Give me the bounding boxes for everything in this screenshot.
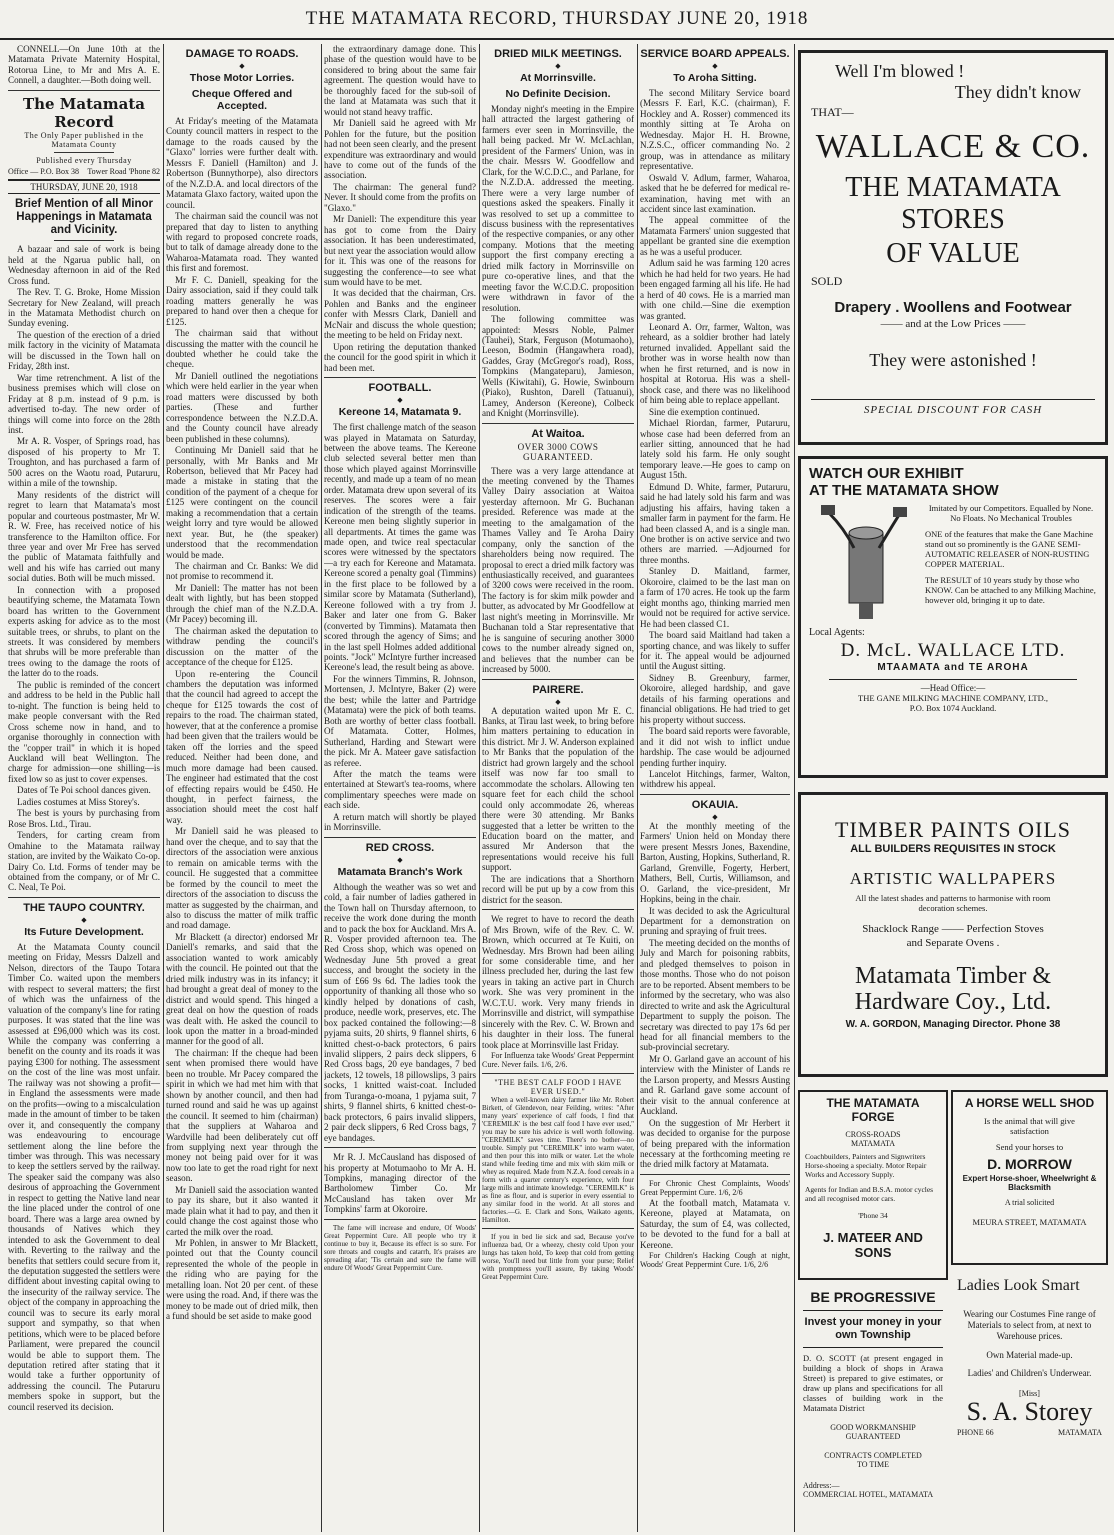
ad-line: Hardware Coy., Ltd. — [854, 989, 1052, 1015]
article-subheading: Its Future Development. — [24, 925, 144, 938]
article-heading: RED CROSS. — [365, 841, 435, 854]
article-paragraph: The question of the erection of a dried milk factory in the vicinity of Matamata will be discussed in the Town hall on Friday, 28th inst. — [8, 329, 160, 372]
storey-ad — [951, 1272, 1108, 1530]
article-paragraph: The chairman said that without discussing the matter with the council he doubted whether he could take the cheque. — [166, 328, 318, 370]
article-heading: DRIED MILK MEETINGS. — [494, 48, 622, 60]
ad-line: D. O. SCOTT (at present engaged in building a block of shops in Arawa Street) is prepared to give estimates, or draw up plans and specifications for all classes of building work in the Matamata District — [803, 1353, 943, 1413]
column-rule — [321, 44, 322, 1532]
ad-line: MTAAMATA and TE AROHA — [877, 662, 1029, 673]
article-paragraph: War time retrenchment. A list of the business premises which will close on Friday at 8 p.m. instead of 9 p.m. is advertised to-day. The new order of things will come into force on the 28th inst. — [8, 372, 160, 435]
article-paragraph: Upon re-entering the Council chambers the deputation was informed that the council had agreed to accept the cheque for £125 towards the cost of repairs to the road. The chairman stated, however, that at the conference a promise had been given that the trailers would be taken off the lorries and the speed reduced. Neither had been done, and much more damage had been caused. The engineer had estimated that the cost of effecting repairs would be £450. He thought, in perfect fairness, the association should meet the cost half way. — [166, 668, 318, 825]
article-heading: SERVICE BOARD APPEALS. — [640, 48, 790, 60]
article-paragraph: At Friday's meeting of the Matamata County council matters in respect to the damage to the roads caused by the "Glaxo" lorries were further dealt with. Messrs F. Daniell (Hamilton) and J. Robertson (Bunnythorpe), also directors of the N.Z.D.A. and local directors of the Matamata Glaxo factory, waited upon the council. — [166, 116, 318, 210]
article-paragraph: The public is reminded of the concert and address to be held in the Public hall to-night. The function is being held to make people conversant with the Red Cross scheme now in hand, and to organise thoroughly in connection with the "copper trail" in which it is hoped Auckland will beat Wellington. The charge for admission—one shilling—is fixed low so as just to cover expenses. — [8, 679, 160, 784]
ad-line: BE PROGRESSIVE — [810, 1289, 936, 1305]
dateline: THURSDAY, JUNE 20, 1918 — [8, 179, 160, 194]
article-paragraph: Mr Pohlen, in answer to Mr Blackett, pointed out that the County council represented the whole of the people in the riding who are paying for the metalling loan. Not 20 per cent. of these were using the road. And, if there was the money to be made out of dried milk, then a fund should be set aside to make good — [166, 1238, 318, 1322]
gane-ad — [798, 456, 1108, 778]
article-paragraph: Continuing Mr Daniell said that he personally, with Mr Banks and Mr Robertson, believed that Mr Pacey had made a mistake in stating that the condition of the payment of a cheque for £125 were contingent on the council making a recommendation that a certain weight lorry and tyre would be allowed next year. But, he (the speaker) understood that the recommendation would be made. — [166, 445, 318, 560]
ceremilk-heading: "THE BEST CALF FOOD I HAVE EVER USED." — [494, 1078, 622, 1097]
article-paragraph: Mr Daniell said he agreed with Mr Pohlen for the future, but the position had not been seen clearly, and the present expenditure was extraordinary and would have to come out of the funds of the association. — [324, 118, 476, 181]
ad-line: The RESULT of 10 years study by those who KNOW. Can be attached to any Milking Machine, however old, bringing it up to date. — [925, 575, 1096, 605]
milking-machine-illustration — [809, 503, 919, 623]
article-paragraph: A bazaar and sale of work is being held at the Ngarua public hall, on Wednesday afternoon in aid of the Red Cross fund. — [8, 244, 160, 286]
article-paragraph: Mr F. C. Daniell, speaking for the Dairy association, said if they could talk roading matters generally he was prepared to hand over then a cheque for £125. — [166, 274, 318, 327]
masthead — [0, 0, 1114, 40]
scott-ad — [798, 1285, 948, 1530]
ad-line: Wearing our Costumes Fine range of Materials to select from, at next to Warehouse prices. — [963, 1309, 1096, 1341]
ad-line: P.O. Box 1074 Auckland. — [909, 703, 997, 713]
article-paragraph: The chairman asked the deputation to withdraw pending the council's discussion on the matter of the acceptance of the cheque for £125. — [166, 625, 318, 668]
ad-line: WATCH OUR EXHIBIT — [809, 465, 964, 482]
article-paragraph: A return match will shortly be played in Morrinsville. — [324, 811, 476, 833]
ad-line: D. McL. WALLACE LTD. — [840, 640, 1066, 661]
ad-line: SPECIAL DISCOUNT FOR CASH — [863, 404, 1043, 416]
article-heading: FOOTBALL. — [368, 382, 432, 395]
peppermint-verse: The fame will increase and endure, Of Woods' Great Peppermint Cure. All people who try it continue to buy it, Because its effect is so sure. For sore throats and coughs and catarrh, It's praises are spreading afar; 'Tis certain and sure the fame will endure Of Woods' Great Peppermint Cure. — [324, 1223, 476, 1272]
ad-line: CONTRACTS COMPLETED TO TIME — [824, 1451, 922, 1469]
ad-line: —— and at the Low Prices —— — [880, 318, 1026, 330]
article-paragraph: Mr R. J. McCausland has disposed of his property at Motumaoho to Mr A. H. Tompkins, managing director of the Bartholomew Timber Co. Mr McCausland has taken over Mr Tompkins' farm at Okoroire. — [324, 1152, 476, 1215]
article-paragraph: Although the weather was so wet and cold, a fair number of ladies gathered in the Town hall on Thursday afternoon, to receive the work done during the month and to pack the box for Auckland. Mrs A. R. Vosper provided afternoon tea. The Red Cross shop, which was opened on Wednesday June 5th proved a great success, and brought the society in the sum of £66 9s 6d. The ladies took the opportunity of thanking all those who so kindly helped by donations of cash, produce, needle work, preserves, etc. The box packed contained the following:—8 pyjama suits, 20 shirts, 9 flannel shirts, 6 knitted chest-o-back protectors, 6 pairs invalid slippers, 2 pairs deck slippers, 6 Red Cross bags, 20 eye bandages, 7 bed jackets, 12 towels, 18 pillowslips, 3 pairs socks, 1 knitted waist-coat. Included from Turanga-o-moana, 1 pyjama suit, 7 shirts, 9 flannel shirts, 6 knitted chest-o-back protectors, 6 pairs invalid slippers, 2 pair deck slippers, 6 Red Cross bags, 7 eye bandages. — [324, 881, 476, 1143]
ad-line: THE MATAMATA FORGE — [826, 1096, 920, 1124]
article-paragraph: The first challenge match of the season was played in Matamata on Saturday, between the above teams. The Kereone club selected several better men than those which played against Morrinsville recently, and made up a team of no mean order. Matamata drew upon several of its reserves. The scores were a fair indication of the strength of the teams. Kereone men being slightly superior in all departments. At times the game was made open, and twice real spectacular scores were witnessed by the spectators—a try each for Kereone and Matamata. Kereone scored a penalty goal (Timmins) in the first place to be followed by a similar score by Matamata (Sutherland), Kereone followed with a try from J. Baker and later one from G. Baker (converted by Timmins). Matamata then scored through the agency of Sims; and in the last spell Holmes added additional points. "Jock" McIntyre further increased Kereone's lead, the result being as above. — [324, 422, 476, 673]
ad-line: Local Agents: — [809, 627, 865, 638]
article-paragraph: The appeal committee of the Matamata Farmers' union suggested that appellant be granted sine die exemption as he was a useful producer. — [640, 215, 790, 257]
ad-line: D. MORROW — [987, 1156, 1072, 1172]
horse-shod-ad — [951, 1090, 1108, 1265]
ad-line: and Separate Ovens . — [906, 937, 1000, 949]
article-paragraph: After the match the teams were entertained at Stewart's tea-rooms, where complimentary speeches were made on each side. — [324, 769, 476, 811]
article-paragraph: Mr Daniell said he was pleased to hand over the cheque, and to say that the directors of the association were anxious to remain on amicable terms with the council. He suggested that a committee be formed by the council to meet the directors of the association to discuss the matter as suggested by the chairman, and also to discuss the matter of milk traffic and road damage. — [166, 826, 318, 931]
ad-line: A trial solicited — [1004, 1198, 1055, 1207]
article-paragraph: Mr O. Garland gave an account of his interview with the Minister of Lands re the Larson property, and Messrs Austing and R. Garland gave some account of their visit to the annual conference at Auckland. — [640, 1053, 790, 1117]
article-paragraph: We regret to have to record the death of Mrs Brown, wife of the Rev. C. W. Brown, which occurred at Te Kuiti, on Wednesday. Mrs Brown had been ailing for some considerable time, and her illness precluded her, during the last few years in taking an active part in Church work. She was very prominent in the W.C.T.U. work. Very many friends in Morrinsville and district, will sympathise sincerely with the Rev. C. W. Brown and his daughter in their loss. The funeral took place at Morrinsville last Friday. — [482, 914, 634, 1050]
paper-sub: The Only Paper published in the Matamata County — [24, 130, 144, 149]
ad-line: All the latest shades and patterns to harmonise with room decoration schemes. — [855, 893, 1051, 913]
column-1: CONNELL—On June 10th at the Matamata Private Maternity Hospital, Rotorua Line, to Mr and Mrs A. E. Connell, a daughter.—Both doing well. The Matamata Record The Only Paper published in the Matamata County Published every Thursday Office — P.O. Box 38 Tower Road 'Phone 82 THURSDAY, JUNE 20, 1918 Brief Mention of all Minor Happenings in Matamata and Vicinity. A bazaar and sale of work is being held at the Ngarua public hall, on Wednesday afternoon in aid of the Red Cross fund. The Rev. T. G. Broke, Home Mission Secretary for New Zealand, will preach in the Matamata Methodist church on Sunday evening. The question of the erection of a dried milk factory in the vicinity of Matamata will be discussed in the Town hall on Friday, 28th inst. War time retrenchment. A list of the business premises which will close on Friday at 8 p.m. instead of 9 p.m. is advertised to-day. The new order of things will come into force on the 28th inst. Mr A. R. Vosper, of Springs road, has disposed of his property to Mr T. Troughton, and has purchased a farm of 500 acres on the Waotu road, Putaruru, within a mile of the township. Many residents of the district will regret to learn that Matamata's most popular and courteous postmaster, Mr W. R. W. Free, has received notice of his transference to the Hamilton office. For three year and over Mr Free has served the public of Matamata faithfully and well and his wife has carried out many social duties. Both will be much missed. In connection with a proposed beautifying scheme, the Matamata Town board has written to the Government experts asking for advice as to the most suitable trees, or shrubs, to plant on the streets. It was considered by members that shrubs will be more preferable than trees owing to the damage the roots of the latter do to the roads. The public is reminded of the concert and address to be held in the Public hall to-night. The function is being held to make people conversant with the Red Cross scheme now in hand, and to organise thoroughly in connection with the "copper trail" in which it is hoped Auckland will beat Wellington. The charge for admission—one shilling—is fixed low so as just to cover expenses. Dates of Te Poi school dances given. Ladies costumes at Miss Storey's. The best is yours by purchasing from Rose Bros. Ltd., Tirau. Tenders, for carting cream from Omahine to the Matamata railway station, are invited by the Waikato Co-op. Dairy Co. Ltd. Forms of tender may be obtained from the company, or of Mr C. C. Neal, Te Poi. THE TAUPO COUNTRY. ◆ Its Future Development. At the Matamata County council meeting on Friday, Messrs Dalzell and Nelson, directors of the Taupo Totara Timber Co. waited upon the members with respect to several matters; the first of which was the unfairness of the valuation of the company's line for rating purposes. It was stated that the line was assessed at £96,000 which was its cost. While the company was conferring a benefit on the county and its roads it was paying £300 for nothing. The assessment on the cost of the line was most unfair. The railway was not showing a profit—in England the assessments were made on the profits—owing to a miscalculation made in the amount of timber to be taken over it, and consequently the company was endeavouring to encourage settlement along the line before the timber was through. This was necessary to keep the settlers served by the railway. The speaker said the company was also desirous of approaching the Government in respect to getting the Native land near the line placed under the control of one board. There was a large area owned by thousands of Natives which they intended to ask the Government to deal with. Reverting to the railway and the benefits that settlers could secure from it, the deputation suggested the settlers were diffident about investing capital owing to the insecurity of the railway service. The object of the company in approaching the council was to secure its early moral support and sympathy, so that when petitions, which were to be placed before Parliament, were prepared the council would be able to support them. The deputation retired after stating that it would take a further opportunity of addressing the council. The Putaruru members spoke in support, but the council reserved its decision. — [8, 44, 160, 1412]
article-heading: THE TAUPO COUNTRY. — [23, 901, 145, 914]
column-4: DRIED MILK MEETINGS. ◆ At Morrinsville. No Definite Decision. Monday night's meeting in the Empire hall attracted the largest gathering of farmers ever seen in Morrinsville, the hall being packed. Mr W. McLachlan, president of the Farmers' Union, was in the chair. Messrs W. Goodfellow and Clark, for the W.C.D.C., and Parlane, for the N.Z.D.A. addressed the meeting. There were a very large number of questions asked the speakers. Finally it was resolved to set up a committee to discuss business with the representatives of the respective companies, or any other company. Motions that the meeting support the first company erecting a dried milk factory in Morrinsville on pure co-operative lines, and that the meeting favor the W.C.D.C. proposition were withdrawn in favor of the resolution. The following committee was appointed: Messrs Noble, Palmer (Tauhei), Stark, Ferguson (Motumaoho), Leeson, Bodmin (Hangawhera road), Gaddes, Gray (McGregor's road), Ross, Tompkins (Mangateparu), Jamieson, Wells (Kiwitahi), G. Howie, Swinbourn (Piako), Rushton, Darell (Tatuanui), Lamey, Anderson (Kereone), Colbeck and Knight (Morrinsville). At Waitoa. OVER 3000 COWS GUARANTEED. There was a very large attendance at the meeting convened by the Thames Valley Dairy association at Waitoa yesterday afternoon. Mr G. Buchanan presided. Reference was made at the meeting to the amalgamation of the Thames Valley and Te Aroha Dairy company, only the sanction of the shareholders being now required. The proposal to erect a dried milk factory was enthusiastically received, and guarantees of 3200 cows were received in the room. The factory is for skim milk powder and butter, as advocated by Mr Goodfellow at last night's meeting in Morrinsville. Mr Buchanan told a Star representative that he is sanguine of securing another 3000 cows to the number already signed on, and believes that the number can be increased by 5000. PAIRERE. ◆ A deputation waited upon Mr E. C. Banks, at Tirau last week, to bring before him matters pertaining to education in this district. Mr J. W. Anderson explained to Mr Banks that the population of the district had grown largely and the school itself was now far too small to accommodate the scholars. Allowing ten square feet for each child the school could only accommodate 26, whereas there were 30 attending. Mr Banks suggested that a letter be written to the Education board on the matter, and assured Mr Anderson that the representations would receive his full support. The are indications that a Shorthorn record will be put up by a cow from this district for the season. We regret to have to record the death of Mrs Brown, wife of the Rev. C. W. Brown, which occurred at Te Kuiti, on Wednesday. Mrs Brown had been ailing for some considerable time, and her illness precluded her, during the last few years in taking an active part in Church work. She was very prominent in the W.C.T.U. work. Very many friends in Morrinsville and district, will sympathise sincerely with the Rev. C. W. Brown and his daughter in their loss. The funeral took place at Morrinsville last Friday. For Influenza take Woods' Great Peppermint Cure. Never fails. 1/6, 2/6. "THE BEST CALF FOOD I HAVE EVER USED." When a well-known dairy farmer like Mr. Robert Birkett, of Glendevon, near Feilding, writes: "After many years' experience of calf foods, I find that 'CEREMILK' is the best calf food I have ever used," you may be sure his advice is well worth following. "CEREMILK" saves time. There's no bother—no trouble. Simply put "CEREMILK" into warm water, and then pour this into milk or water. Let the whole stand while feeding time and mix with skim milk or whey as required. Made from N.Z.A. food cereals in a form with a quarter century's experience, with four large mills and intimate knowledge. "CEREMILK" is as fine as flour, and is superior in every essential to any similar food in the world. At all stores and factories.—G. E. Clark and Sons, Waikato agents, Hamilton. If you in bed lie sick and sad, Because you've influenza bad, Or a wheezy, chesty cold Upon your lungs has taken hold, To keep that cold from getting worse, You'll need but little from your purse; Relief with promptness you'll assure, By taking Woods' Great Peppermint Cure. — [482, 48, 634, 1282]
article-paragraph: Mr Daniell outlined the negotiations which were held earlier in the year when road matters were discussed by both parties. (These and further correspondence between the N.Z.D.A. and the County council have already been published in these columns). — [166, 370, 318, 444]
article-paragraph: Sidney B. Greenbury, farmer, Okoroire, alleged hardship, and gave details of his farming operations and financial obligations. He had tried to get his property without success. — [640, 672, 790, 725]
wallace-ad — [798, 50, 1108, 445]
article-subheading: Those Motor Lorries. — [189, 72, 295, 84]
masthead-title: THE MATAMATA RECORD, THURSDAY JUNE 20, 1918 — [305, 8, 809, 29]
article-paragraph: Lancelot Hitchings, farmer, Walton, withdrew his appeal. — [640, 769, 790, 790]
peppermint-notice: For Children's Hacking Cough at night, Woods' Great Peppermint Cure. 1/6, 2/6 — [640, 1251, 790, 1270]
ad-line: Coachbuilders, Painters and Signwriters Horse-shoeing a specialty. Motor Repair Works and Accessory Supply. — [805, 1152, 927, 1179]
section-heading: Brief Mention of all Minor Happenings in Matamata and Vicinity. — [15, 198, 153, 237]
article-paragraph: On the suggestion of Mr Herbert it was decided to organise for the purpose of being prepared with the information necessary at the forthcoming meeting re the dried milk factory at Matamata. — [640, 1117, 790, 1170]
ad-line: Ladies' and Children's Underwear. — [967, 1368, 1092, 1378]
ad-line: THE GANE MILKING MACHINE COMPANY, LTD., — [858, 693, 1048, 703]
ad-line: CROSS-ROADS MATAMATA — [845, 1130, 901, 1148]
article-subheading: No Definite Decision. — [505, 88, 611, 100]
ad-line: WALLACE & CO. — [815, 128, 1091, 165]
birth-notice: CONNELL—On June 10th at the Matamata Private Maternity Hospital, Rotorua Line, to Mr and Mrs A. E. Connell, a daughter.—Both doing well. — [8, 44, 160, 86]
article-paragraph: At the monthly meeting of the Farmers' Union held on Monday there were present Messrs Jones, Baxendine, Barton, Austing, Hopkins, Sutherland, R. Garland, Grenville, Fogerty, Herbert, Mathers, Bell, Curtis, Williamson, and O. Garland, the vice-president, Mr Hopkins, being in the chair. — [640, 820, 790, 905]
article-paragraph: The chairman said the council was not prepared that day to listen to anything with regard to proposed concrete roads, but to talk of damage already done to the Waharoa-Matamata road. They wanted this first and foremost. — [166, 211, 318, 274]
ad-line: OF VALUE — [886, 238, 1020, 269]
office-right: Tower Road 'Phone 82 — [87, 166, 160, 176]
article-paragraph: It was decided to ask the Agricultural Department for a demonstration on pruning and spraying of fruit trees. — [640, 905, 790, 937]
peppermint-verse: If you in bed lie sick and sad, Because you've influenza bad, Or a wheezy, chesty cold Upon your lungs has taken hold, To keep that cold from getting worse, You'll need but little from your purse; Relief with promptness you'll assure, By taking Woods' Great Peppermint Cure. — [482, 1233, 634, 1282]
article-paragraph: Mr A. R. Vosper, of Springs road, has disposed of his property to Mr T. Troughton, and has purchased a farm of 500 acres on the Waotu road, Putaruru, within a mile of the township. — [8, 436, 160, 489]
column-rule — [637, 44, 638, 1532]
article-paragraph: Leonard A. Orr, farmer, Walton, was reheard, as a soldier brother had lately returned invalided. Appellant said the brother was in worse health now than when he first returned, and is now in hospital at Rotorua. His was a shell-shock case, and there was no likelihood of him being able to replace appellant. — [640, 321, 790, 406]
article-paragraph: The chairman and Cr. Banks: We did not promise to recommend it. — [166, 561, 318, 582]
ad-line: AT THE MATAMATA SHOW — [809, 482, 999, 499]
article-paragraph: the extraordinary damage done. This phase of the question would have to be considered to bring about the same fair agreement. The question would have to be thoroughly faced for the sub-soil of the land at Matamata was such that it would not stand heavy traffic. — [324, 44, 476, 117]
article-paragraph: The following committee was appointed: Messrs Noble, Palmer (Tauhei), Stark, Ferguson (Motumaoho), Leeson, Bodmin (Hangawhera road), Gaddes, Gray (McGregor's road), Ross, Tompkins (Mangateparu), Jamieson, Wells (Kiwitahi), G. Howie, Swinbourn (Piako), Rushton, Darell (Tatuanui), Lamey, Anderson (Kereone), Colbeck and Knight (Morrinsville). — [482, 314, 634, 419]
article-paragraph: At the Matamata County council meeting on Friday, Messrs Dalzell and Nelson, directors of the Taupo Totara Timber Co. waited upon the members with respect to several matters; the first of which was the unfairness of the valuation of the company's line for rating purposes. It was stated that the line was assessed at £96,000 which was its cost. While the company was conferring a benefit on the county and its roads it was paying £300 for nothing. The assessment on the cost of the line was most unfair. The railway was not showing a profit—in England the assessments were made on the profits—owing to a miscalculation made in the amount of timber to be taken over it, and consequently the company was endeavouring to encourage settlement along the line before the timber was through. This was necessary to keep the settlers served by the railway. The speaker said the company was also desirous of approaching the Government in respect to getting the Native land near the line placed under the control of one board. There was a large area owned by thousands of Natives which they intended to ask the Government to deal with. Reverting to the railway and the benefits that settlers could secure from it, the deputation suggested the settlers were diffident about investing capital owing to the insecurity of the railway service. The object of the company in approaching the council was to secure its early moral support and sympathy, so that when petitions, which were to be placed before Parliament, were prepared the council would be able to support them. The deputation retired after stating that it would take a further opportunity of addressing the council. The Putaruru members spoke in support, but the council reserved its decision. — [8, 941, 160, 1412]
ad-line: They didn't know — [954, 82, 1081, 102]
article-paragraph: Many residents of the district will regret to learn that Matamata's most popular and courteous postmaster, Mr W. R. W. Free, has received notice of his transference to the Hamilton office. For three year and over Mr Free has served the public of Matamata faithfully and well and his wife has carried out many social duties. Both will be much missed. — [8, 489, 160, 584]
article-paragraph: A deputation waited upon Mr E. C. Banks, at Tirau last week, to bring before him matters pertaining to education in this district. Mr J. W. Anderson explained to Mr Banks that the population of the district had grown largely and the school itself was now far too small to accommodate the scholars. Allowing ten square feet for each child the school could only accommodate 26, whereas there were 30 attending. Mr Banks suggested that a letter be written to the Education board on the matter, and assured Mr Anderson that the representations would receive his full support. — [482, 705, 634, 873]
ad-line: THE MATAMATA STORES — [845, 172, 1061, 235]
article-paragraph: At the football match, Matamata v. Kereone, played at Matamata, on Saturday, the sum of £4, was collected, to be devoted to the fund for a ball at Kereone. — [640, 1197, 790, 1250]
column-5: SERVICE BOARD APPEALS. ◆ To Aroha Sitting. The second Military Service board (Messrs F. Earl, K.C. (chairman), F. Hockley and A. Rosser) commenced its monthly sitting at Te Aroha on Wednesday. Major H. H. Browne, N.Z.S.C., officer commanding No. 2 group, was in attendance as military representative. Oswald V. Adlum, farmer, Waharoa, asked that he be deferred for medical re-examination, having met with an accident since last examination. The appeal committee of the Matamata Farmers' union suggested that appellant be granted sine die exemption as he was a useful producer. Adlum said he was farming 120 acres which he had held for two years. He had been engaged farming all his life. He had a herd of 40 cows. He is a married man with one child.—Sine die exemption was granted. Leonard A. Orr, farmer, Walton, was reheard, as a soldier brother had lately returned invalided. Appellant said the brother was in worse health now than when he first returned, and is now in hospital at Rotorua. His was a shell-shock case, and there was no likelihood of him being able to replace appellant. Sine die exemption continued. Michael Riordan, farmer, Putaruru, whose case had been deferred from an earlier sitting, announced that he had lately sold his farm. He only sought temporary leave.—He goes to camp on August 15th. Edmund D. White, farmer, Putaruru, said he had lately sold his farm and was adjusting his affairs, having taken a smaller farm in payment for the farm. He had been classed A, and is a single man. One brother is on active service and two others are married. —Adjourned for three months. Stanley D. Maitland, farmer, Okoroire, claimed to be the last man on a farm of 170 acres. He took up the farm eight months ago, thinking married men would not be required for active service. He had been classed C1. The board said Maitland had taken a sporting chance, and was likely to suffer for it. The appeal would be adjourned until the August sitting. Sidney B. Greenbury, farmer, Okoroire, alleged hardship, and gave details of his farming operations and financial obligations. He had tried to get his property without success. The board said reports were favorable, and it did not wish to inflict undue hardship. The case would be adjourned pending further inquiry. Lancelot Hitchings, farmer, Walton, withdrew his appeal. OKAUIA. ◆ At the monthly meeting of the Farmers' Union held on Monday there were present Messrs Jones, Baxendine, Barton, Austing, Hopkins, Sutherland, R. Garland, Grenville, Fogerty, Herbert, Mathers, Bell, Curtis, Williamson, and O. Garland, the vice-president, Mr Hopkins, being in the chair. It was decided to ask the Agricultural Department for a demonstration on pruning and spraying of fruit trees. The meeting decided on the months of July and March for poisoning rabbits, and pledged themselves to poison in those months. Those who do not poison are to be reported. Absent members to be informed by the secretary, who was also directed to write and ask the Agricultural Department to supply the poison. The secretary was directed to pay 17s 6d per head for all financial members to the sub-provincial secretary. Mr O. Garland gave an account of his interview with the Minister of Lands re the Larson property, and Messrs Austing and R. Garland gave some account of their visit to the annual conference at Auckland. On the suggestion of Mr Herbert it was decided to organise for the purpose of being prepared with the information necessary at the forthcoming meeting re the dried milk factory at Matamata. For Chronic Chest Complaints, Woods' Great Peppermint Cure. 1/6, 2/6 At the football match, Matamata v. Kereone, played at Matamata, on Saturday, the sum of £4, was collected, to be devoted to the fund for a ball at Kereone. For Children's Hacking Cough at night, Woods' Great Peppermint Cure. 1/6, 2/6 — [640, 48, 790, 1270]
article-paragraph: Sine die exemption continued. — [649, 406, 760, 417]
article-paragraph: It was decided that the chairman, Crs. Pohlen and Banks and the engineer confer with Messrs Clark, Daniell and McNair and discuss the whole question; the meeting to be held on Friday next. — [324, 288, 476, 341]
ad-line: Shacklock Range —— Perfection Stoves — [862, 923, 1044, 935]
article-paragraph: Edmund D. White, farmer, Putaruru, said he had lately sold his farm and was adjusting his affairs, having taken a smaller farm in payment for the farm. He had been classed A, and is a single man. One brother is on active service and two others are married. —Adjourned for three months. — [640, 481, 790, 565]
article-subheading: Cheque Offered and Accepted. — [191, 88, 293, 112]
article-heading: DAMAGE TO ROADS. — [185, 48, 299, 60]
article-subheading: OVER 3000 COWS GUARANTEED. — [517, 441, 599, 463]
article-paragraph: Mr Daniell said the association wanted to pay its share, but it also wanted it made plain what it had to pay, and then it could change the cost against those who carted the milk over the road. — [166, 1184, 318, 1237]
ad-line: THAT— — [811, 105, 854, 119]
ad-line: COMMERCIAL HOTEL, MATAMATA — [803, 1490, 934, 1499]
article-paragraph: Mr Daniell: The matter has not been dealt with lightly, but has been stopped through the chief man of the N.Z.D.A. (Mr Pacey) becoming ill. — [166, 582, 318, 625]
article-paragraph: The chairman: The general fund? Never. It should come from the profits on "Glaxo." — [324, 181, 476, 213]
article-paragraph: Adlum said he was farming 120 acres which he had held for two years. He had been engaged farming all his life. He had a herd of 40 cows. He is a married man with one child.—Sine die exemption was granted. — [640, 258, 790, 321]
article-paragraph: The are indications that a Shorthorn record will be put up by a cow from this district for the season. — [482, 873, 634, 905]
article-paragraph: Mr Daniell: The expenditure this year has got to come from the Dairy association. It has been underestimated, but next year the association would allow for it. This was one of the reasons for suggesting the conference—to see what sum would have to be met. — [324, 214, 476, 287]
ad-line: MEURA STREET, MATAMATA — [972, 1217, 1087, 1227]
article-paragraph: Upon retiring the deputation thanked the council for the good spirit in which it had been met. — [324, 341, 476, 373]
peppermint-notice: For Chronic Chest Complaints, Woods' Great Peppermint Cure. 1/6, 2/6 — [640, 1178, 790, 1197]
article-subheading: Matamata Branch's Work — [337, 865, 463, 878]
ad-line: They were astonished ! — [869, 350, 1037, 370]
ad-line: Well I'm blowed ! — [835, 61, 965, 81]
ad-line: S. A. Storey — [966, 1397, 1093, 1426]
ad-line: MATAMATA — [1057, 1428, 1102, 1437]
article-subheading: At Morrinsville. — [520, 72, 596, 84]
article-paragraph: In connection with a proposed beautifying scheme, the Matamata Town board has written to the Government experts asking for advice as to the most suitable trees, or shrubs, to plant on the streets. It was considered by members that shrubs will be more preferable than trees owing to the damage the roots of the latter do to the roads. — [8, 584, 160, 679]
article-paragraph: The board said Maitland had taken a sporting chance, and was likely to suffer for it. The appeal would be adjourned until the August sitting. — [640, 630, 790, 672]
ad-line: W. A. GORDON, Managing Director. Phone 38 — [845, 1019, 1061, 1030]
article-paragraph: Tenders, for carting cream from Omahine to the Matamata railway station, are invited by the Waikato Co-op. Dairy Co. Ltd. Forms of tender may be obtained from the company, or of Mr C. C. Neal, Te Poi. — [8, 830, 160, 893]
column-3: the extraordinary damage done. This phase of the question would have to be considered to bring about the same fair agreement. The question would have to be thoroughly faced for the sub-soil of the land at Matamata was such that it would not stand heavy traffic. Mr Daniell said he agreed with Mr Pohlen for the future, but the position had not been seen clearly, and the present expenditure was extraordinary and would have to come out of the funds of the association. The chairman: The general fund? Never. It should come from the profits on "Glaxo." Mr Daniell: The expenditure this year has got to come from the Dairy association. It has been underestimated, but next year the association would allow for it. This was one of the reasons for suggesting the conference—to see what sum would have to be met. It was decided that the chairman, Crs. Pohlen and Banks and the engineer confer with Messrs Clark, Daniell and McNair and discuss the whole question; the meeting to be held on Friday next. Upon retiring the deputation thanked the council for the good spirit in which it had been met. FOOTBALL. ◆ Kereone 14, Matamata 9. The first challenge match of the season was played in Matamata on Saturday, between the above teams. The Kereone club selected several better men than those which played against Morrinsville recently, and made up a team of no mean order. Matamata drew upon several of its reserves. The scores were a fair indication of the strength of the teams. Kereone men being slightly superior in all departments. At times the game was made open, and twice real spectacular scores were witnessed by the spectators—a try each for Kereone and Matamata. Kereone scored a penalty goal (Timmins) in the first place to be followed by a similar score by Matamata (Sutherland), Kereone followed with a try from J. Baker and later one from G. Baker (converted by Timmins). Matamata then scored through the agency of Sims; and in the last spell Holmes added additional points. "Jock" McIntyre further increased Kereone's lead, the result being as above. For the winners Timmins, R. Johnson, Mortensen, J. McIntyre, Baker (2) were the best; while the latter and Partridge (Matamata) were the pick of both teams. Both are worthy of better class football. Of Matamata. Cotter, Holmes, Sutherland, Harding and Stewart were the pick. Mr A. Mateer gave satisfaction as referee. After the match the teams were entertained at Stewart's tea-rooms, where complimentary speeches were made on each side. A return match will shortly be played in Morrinsville. RED CROSS. ◆ Matamata Branch's Work Although the weather was so wet and cold, a fair number of ladies gathered in the Town hall on Thursday afternoon, to receive the work done during the month and to pack the box for Auckland. Mrs A. R. Vosper provided afternoon tea. The Red Cross shop, which was opened on Wednesday June 5th proved a great success, and brought the society in the sum of £66 9s 6d. The ladies took the opportunity of thanking all those who so kindly helped by donations of cash, produce, needle work, preserves, etc. The box packed contained the following:—8 pyjama suits, 20 shirts, 9 flannel shirts, 6 knitted chest-o-back protectors, 6 pairs invalid slippers, 2 pairs deck slippers, 6 Red Cross bags, 20 eye bandages, 7 bed jackets, 12 towels, 18 pillowslips, 3 pairs socks, 1 knitted waist-coat. Included from Turanga-o-moana, 1 pyjama suit, 7 shirts, 9 flannel shirts, 6 knitted chest-o-back protectors, 6 pairs invalid slippers, 2 pair deck slippers, 6 Red Cross bags, 7 eye bandages. Mr R. J. McCausland has disposed of his property at Motumaoho to Mr A. H. Tompkins, managing director of the Bartholomew Timber Co. Mr McCausland has taken over Mr Tompkins' farm at Okoroire. The fame will increase and endure, Of Woods' Great Peppermint Cure. All people who try it continue to buy it, Because its effect is so sure. For sore throats and coughs and catarrh, It's praises are spreading afar; 'Tis certain and sure the fame will endure Of Woods' Great Peppermint Cure. — [324, 44, 476, 1272]
ad-line: —Head Office:— — [920, 683, 986, 693]
ad-line: Expert Horse-shoer, Wheelwright & Blacksmith — [962, 1174, 1097, 1192]
article-paragraph: Ladies costumes at Miss Storey's. — [17, 796, 140, 807]
ad-line: 'Phone 34 — [858, 1211, 888, 1220]
article-paragraph: The chairman: If the cheque had been sent when promised there would have been no trouble. Mr Pacey compared the spirit in which we had met him with that shown by another council, and then had turned round and said he was up against the council. It seemed to him (chairman) that the suppliers at Waharoa and Wardville had been deliberately cut off from supplying next year through the money not being paid over for it was now too late to get the road right for next season. — [166, 1047, 318, 1184]
column-2: DAMAGE TO ROADS. ◆ Those Motor Lorries. Cheque Offered and Accepted. At Friday's meeting of the Matamata County council matters in respect to the damage to the roads caused by the "Glaxo" lorries were further dealt with. Messrs F. Daniell (Hamilton) and J. Robertson (Bunnythorpe), also directors of the N.Z.D.A. and local directors of the Matamata Glaxo factory, waited upon the council. The chairman said the council was not prepared that day to listen to anything with regard to proposed concrete roads, but to talk of damage already done to the Waharoa-Matamata road. They wanted this first and foremost. Mr F. C. Daniell, speaking for the Dairy association, said if they could talk roading matters generally he was prepared to hand over then a cheque for £125. The chairman said that without discussing the matter with the council he doubted whether he could take the cheque. Mr Daniell outlined the negotiations which were held earlier in the year when road matters were discussed by both parties. (These and further correspondence between the N.Z.D.A. and the County council have already been published in these columns). Continuing Mr Daniell said that he personally, with Mr Banks and Mr Robertson, believed that Mr Pacey had made a mistake in stating that the condition of the payment of a cheque for £125 were contingent on the council making a recommendation that a certain weight lorry and tyre would be allowed next year. But, he (the speaker) understood that the recommendation would be made. The chairman and Cr. Banks: We did not promise to recommend it. Mr Daniell: The matter has not been dealt with lightly, but has been stopped through the chief man of the N.Z.D.A. (Mr Pacey) becoming ill. The chairman asked the deputation to withdraw pending the council's discussion on the matter of the acceptance of the cheque for £125. Upon re-entering the Council chambers the deputation was informed that the council had agreed to accept the cheque for £125 towards the cost of repairs to the road. The chairman stated, however, that at the conference a promise had been given that the trailers would be taken off the lorries and the speed reduced. Neither had been done, and much more damage had been caused. The engineer had estimated that the cost of effecting repairs would be £450. He thought, in perfect fairness, the association should meet the cost half way. Mr Daniell said he was pleased to hand over the cheque, and to say that the directors of the association were anxious to remain on amicable terms with the council. He suggested that a committee be formed by the council to meet the directors of the association to discuss the matter as suggested by the chairman, and also to discuss the matter of milk traffic and road damage. Mr Blackett (a director) endorsed Mr Daniell's remarks, and said that the association wanted to work amicably with the council. He pointed out that the dried milk industry was in its infancy; it had brought a great deal of money to the district and would spend. This hinged a great deal on how the question of roads was dealt with. He asked the council to look upon the matter in a broad-minded manner for the good of all. The chairman: If the cheque had been sent when promised there would have been no trouble. Mr Pacey compared the spirit in which we had met him with that shown by another council, and then had turned round and said he was up against the council. It seemed to him (chairman) that the suppliers at Waharoa and Wardville had been deliberately cut off from supplying next year through the money not being paid over for it was now too late to get the road right for next season. Mr Daniell said the association wanted to pay its share, but it also wanted it made plain what it had to pay, and then it could change the cost against those who carted the milk over the road. Mr Pohlen, in answer to Mr Blackett, pointed out that the County council represented the whole of the people in the riding who are paying for the metalling loan. Not 20 per cent. of these were using the road. And, if there was the money to be made out of dried milk, then a fund should be set aside to make good — [166, 48, 318, 1322]
ad-line: Address:— — [803, 1481, 840, 1490]
ad-line: [Miss] — [1019, 1389, 1040, 1398]
ad-line: Drapery . Woollens and Footwear — [834, 299, 1072, 316]
column-rule — [163, 44, 164, 1532]
article-paragraph: For the winners Timmins, R. Johnson, Mortensen, J. McIntyre, Baker (2) were the best; while the latter and Partridge (Matamata) were the pick of both teams. Both are worthy of better class football. Of Matamata. Cotter, Holmes, Sutherland, Harding and Stewart were the pick. Mr A. Mateer gave satisfaction as referee. — [324, 673, 476, 768]
article-paragraph: There was a very large attendance at the meeting convened by the Thames Valley Dairy association at Waitoa yesterday afternoon. Mr G. Buchanan presided. Reference was made at the meeting to the amalgamation of the Thames Valley and Te Aroha Dairy company, only the sanction of the shareholders being now required. The proposal to erect a dried milk factory was enthusiastically received, and guarantees of 3200 cows were received in the room. The factory is for skim milk powder and butter, as advocated by Mr Goodfellow at last night's meeting in Morrinsville. Mr Buchanan told a Star representative that he is sanguine of securing another 3000 cows to the number already signed on, and believes that the number can be increased by 5000. — [482, 465, 634, 675]
ad-line: Imitated by our Competitors. Equalled by None. No Floats. No Mechanical Troubles — [928, 503, 1094, 523]
article-paragraph: The Rev. T. G. Broke, Home Mission Secretary for New Zealand, will preach in the Matamata Methodist church on Sunday evening. — [8, 287, 160, 329]
article-paragraph: Oswald V. Adlum, farmer, Waharoa, asked that he be deferred for medical re-examination, having met with an accident since last examination. — [640, 172, 790, 214]
article-paragraph: The board said reports were favorable, and it did not wish to inflict undue hardship. The case would be adjourned pending further inquiry. — [640, 726, 790, 768]
ad-line: Matamata Timber & — [855, 963, 1051, 989]
column-rule — [479, 44, 480, 1532]
ad-line: Own Material made-up. — [986, 1350, 1073, 1360]
ad-line: PHONE 66 — [957, 1428, 994, 1437]
article-paragraph: Dates of Te Poi school dances given. — [17, 785, 151, 796]
ad-line: Send your horses to — [995, 1142, 1064, 1152]
ad-line: ALL BUILDERS REQUISITES IN STOCK — [850, 843, 1056, 855]
article-paragraph: The meeting decided on the months of July and March for poisoning rabbits, and pledged themselves to poison in those months. Those who do not poison are to be reported. Absent members to be informed by the secretary, who was also directed to write and ask the Agricultural Department to supply the poison. The secretary was directed to pay 17s 6d per head for all financial members to the sub-provincial secretary. — [640, 937, 790, 1053]
article-paragraph: Monday night's meeting in the Empire hall attracted the largest gathering of farmers ever seen in Morrinsville, the hall being packed. Mr W. McLachlan, president of the Farmers' Union, was in the chair. Messrs W. Goodfellow and Clark, for the W.C.D.C., and Parlane, for the N.Z.D.A. addressed the meeting. There were a very large number of questions asked the speakers. Finally it was resolved to set up a committee to discuss business with the representatives of the respective companies, or any other company. Motions that the meeting support the first company erecting a dried milk factory in Morrinsville on pure co-operative lines, and that the meeting favor the W.C.D.C. proposition were withdrawn in favor of the resolution. — [482, 104, 634, 313]
paper-name: The Matamata Record — [22, 94, 146, 131]
ad-line: Invest your money in your own Township — [804, 1316, 942, 1341]
ad-line: A HORSE WELL SHOD — [964, 1096, 1095, 1110]
ad-line: SOLD — [811, 274, 843, 288]
ad-line: ARTISTIC WALLPAPERS — [849, 869, 1057, 888]
article-paragraph: Michael Riordan, farmer, Putaruru, whose case had been deferred from an earlier sitting, announced that he had lately sold his farm. He only sought temporary leave.—He goes to camp on August 15th. — [640, 418, 790, 481]
timber-ad — [798, 792, 1108, 1077]
article-heading: PAIRERE. — [532, 683, 584, 696]
article-subheading: Kereone 14, Matamata 9. — [338, 406, 462, 419]
column-rule — [794, 44, 795, 1532]
article-paragraph: Mr Blackett (a director) endorsed Mr Daniell's remarks, and said that the association wanted to work amicably with the council. He pointed out that the dried milk industry was in its infancy; it had brought a great deal of money to the district and would spend. This hinged a great deal on how the question of roads was dealt with. He asked the council to look upon the matter in a broad-minded manner for the good of all. — [166, 931, 318, 1047]
article-paragraph: The best is yours by purchasing from Rose Bros. Ltd., Tirau. — [8, 808, 160, 829]
paper-sub: Published every Thursday — [36, 155, 132, 165]
ad-line: J. MATEER AND SONS — [823, 1230, 923, 1260]
article-paragraph: Stanley D. Maitland, farmer, Okoroire, claimed to be the last man on a farm of 170 acres. He took up the farm eight months ago, thinking married men would not be required for active service. He had been classed C1. — [640, 566, 790, 629]
article-subheading: To Aroha Sitting. — [673, 72, 757, 84]
ad-line: Agents for Indian and B.S.A. motor cycles and all recognised motor cars. — [805, 1185, 934, 1203]
ad-line: TIMBER PAINTS OILS — [835, 817, 1071, 842]
article-heading: At Waitoa. — [531, 427, 585, 440]
article-paragraph: The second Military Service board (Messrs F. Earl, K.C. (chairman), F. Hockley and A. Rosser) commenced its monthly sitting at Te Aroha on Wednesday. Major H. H. Browne, N.Z.S.C., officer commanding No. 2 group, was in attendance as military representative. — [640, 88, 790, 172]
office-left: Office — P.O. Box 38 — [8, 166, 79, 176]
ad-line: Ladies Look Smart — [957, 1277, 1080, 1294]
ad-line: GOOD WORKMANSHIP GUARANTEED — [830, 1423, 916, 1441]
article-heading: OKAUIA. — [691, 798, 739, 811]
peppermint-notice: For Influenza take Woods' Great Peppermint Cure. Never fails. 1/6, 2/6. — [482, 1051, 634, 1070]
ceremilk-ad: When a well-known dairy farmer like Mr. Robert Birkett, of Glendevon, near Feilding, writes: "After many years' experience of calf foods, I find that 'CEREMILK' is the best calf food I have ever used," you may be sure his advice is well worth following. "CEREMILK" saves time. There's no bother—no trouble. Simply put "CEREMILK" into warm water, and then pour this into milk or water. Let the whole stand while feeding time and mix with skim milk or whey as required. Made from N.Z.A. food cereals in a form with a quarter century's experience, with four large mills and intimate knowledge. "CEREMILK" is as fine as flour, and is superior in every essential to any similar food in the world. At all stores and factories.—G. E. Clark and Sons, Waikato agents, Hamilton. — [482, 1096, 634, 1225]
forge-ad — [798, 1090, 948, 1280]
ad-line: Is the animal that will give satisfaction — [984, 1116, 1075, 1136]
ad-line: ONE of the features that make the Gane Machine stand out so prominently is the GANE SEMI-AUTOMATIC RELEASER of NON-RUSTING COPPER MATERIAL. — [925, 529, 1094, 569]
